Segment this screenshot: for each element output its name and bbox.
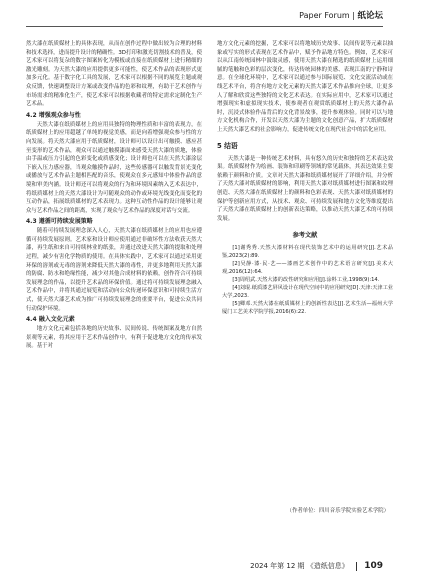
- magazine-name: Paper Forum: [299, 11, 350, 20]
- section-heading-4-4: 4.4 融入文化元素: [26, 316, 75, 324]
- page-header: [0, 0, 427, 30]
- paragraph: 天然大漆在纸质媒材上的应用具独特的物理性质和丰富的表现力，在纸质媒材上的应用超越了单纯的视觉美感，而是向着增强观众参与性的方向发展。将天然大漆应用于纸质媒材，设计师可以设计出可触摸、感应甚至变形的艺术作品，观众可以通过触摸漆面来感受天然大漆的质地，体验由手温或压力引起的色彩变化或质感变化；设计师也可以在天然大漆涂层下嵌入压力感应器，当观众触摸作品时，这些传感器可以触发背景光变化或播放与艺术作品主题相匹配的音乐，使观众在多元感知中体验作品的意境和审美内涵。设计师还可以将观众的行为和环境因素纳入艺术表达中，将纸质媒材上的天然大漆设计为可随观众的动作或环境光线变化而变化的互动作品，拓展纸质媒材的艺术表现力。这种互动性作品的设计能够让观众与艺术作品之间的距离，实现了观众与艺术作品的深度对话与交流。: [26, 121, 202, 214]
- section-name: 纸论坛: [357, 11, 383, 21]
- references-title: 参考文献: [292, 232, 318, 240]
- reference-item: [4]刘琨.纸质漆艺屏风设计在现代空间中的应用研究[D].天津:天津工业大学,2023.: [222, 284, 393, 299]
- section-heading-4-3: 4.3 遵循可持续发展策略: [26, 218, 93, 226]
- page-number: 109: [364, 561, 383, 571]
- section-heading-5: 5 结语: [217, 141, 238, 150]
- section-heading-4-2: 4.2 增强观众参与性: [26, 111, 81, 119]
- paragraph: 地方文化元素的挖掘，艺术家可以将地域历史故事、民间传说等元素以抽象或写实的形式表现在艺术作品中，赋予作品地方特色。例如，艺术家可以从江南传统园林中汲取灵感，使用天然大漆在精选的纸质媒材上运用细腻的笔触和色彩的层次变化，传达传统园林的美感、表现江南的宁静和诗意。在全球化环境中，艺术家可以通过参与国际展览、文化交流活动或在线艺术平台，将含有地方文化元素的天然大漆艺术作品推向全球，让更多人了解和欣赏这些独特的文化艺术表达。在实际应用中，艺术家可以通过增强现实和虚拟现实技术，使参观者在观赏纸质媒材上的天然大漆作品时，沉浸式体验作品背后的文化背景故事，提升参观体验。同时可以与地方文化机构合作，开发以天然大漆为主题的文化创意产品，扩大纸质媒材上天然大漆艺术的社会影响力，促进传统文化在现代社会中的活化应用。: [217, 41, 393, 133]
- reference-item: [3]周绍武.天然大漆的改性研究和应用[J].涂料工业,1998(9):14.: [232, 276, 380, 283]
- paragraph: 随着可持续发展理念深入人心，天然大漆在纸质媒材上的应用也应遵循可持续发展原则。艺术家和设计师应使用通过非破坏性方法收获天然大漆，再生纸和来自可持续林业的纸张，并通过改进天然大漆的提取和处理过程，减少有害化学物质的使用。在具体实践中，艺术家可以通过采用更环保的溶剂或无毒的溶剂来降低天然大漆的毒性，并更多地利用天然大漆的防腐、防水和绝缘性能，减少对其他合成材料的依赖，创作符合可持续发展理念的作品，以提升艺术品的环保价值。通过将可持续发展理念融入艺术作品中，并将其通过展览和活动向公众传递环保意识和可持续生活方式，使天然大漆艺术成为推广可持续发展理念的重要平台，促进公众共同行动保护环境。: [26, 228, 202, 312]
- paragraph: 天然大漆是一种传统艺术材料，具有悠久的历史和独特的艺术表达效果。纸质媒材作为绘画、装饰和印刷等领域的常见载体，其表达效果主要依赖于颜料和介质。文章对天然大漆和纸质媒材展开了详细介绍，并分析了天然大漆对纸质媒材的影响，利用天然大漆对纸质媒材进行图案和纹理创造、天然大漆在纸质媒材上的颜料和色彩表现、天然大漆对纸质媒材的保护等创新应用方式，从技术、观众、可持续发展和地方文化等维度提出了天然大漆在纸质媒材上的创新表达策略，以推动天然大漆艺术的可持续发展。: [217, 155, 393, 222]
- author-affiliation: （作者单位：四川音乐学院实验艺术学院）: [286, 508, 389, 515]
- paragraph: 然大漆在纸质媒材上的具体表现，从而在创作过程中做出较为合理的材料和技术选择，进而提升设计的精确性。3D打印和激光切割技术的普及，使艺术家可以将复杂的数字图案转化为模板或直接在纸质媒材上进行精细的激光雕刻。为天然大漆的应用提供更多可能性，使艺术作品的表现形式更加多元化。基于数字化工具的发展，艺术家可以根据不同的展览主题或观众反馈，快速调整设计方案或改变作品的色彩和纹理，有助于艺术创作与市场需求的精准化生产，使艺术家可以根据收藏者的特定需求定制化生产艺术品。: [26, 41, 202, 108]
- footer-divider: [356, 562, 357, 571]
- page-footer: [250, 561, 383, 571]
- reference-item: [2]吴静·漆·民·艺——漆画艺术创作中的艺术语言研究[J].美术大观,2016(12):64.: [222, 260, 393, 275]
- right-column: [217, 40, 393, 550]
- header-divider: |: [352, 11, 358, 20]
- paragraph: 地方文化元素包括各地的历史故事、民间传说、传统图案及地方自然景观等元素，将其应用于艺术作品创作中，有利于促进地方文化的传承发展。基于对: [26, 326, 202, 350]
- issue-info: 2024 年第 12 期 《造纸信息》: [250, 562, 349, 570]
- reference-item: [5]卿邓.天然大漆在纸质媒材上的创新性表达[J].艺术生活—福州大学厦门工艺美术学院学报,2016(6):22.: [222, 300, 393, 315]
- header-title: [299, 9, 383, 21]
- header-rule: [26, 26, 383, 27]
- reference-item: [1]谢秀秀.天然大漆材料在现代装饰艺术中的运用研究[J].艺术品鉴,2023(2):89.: [222, 244, 393, 259]
- left-column: [26, 40, 202, 550]
